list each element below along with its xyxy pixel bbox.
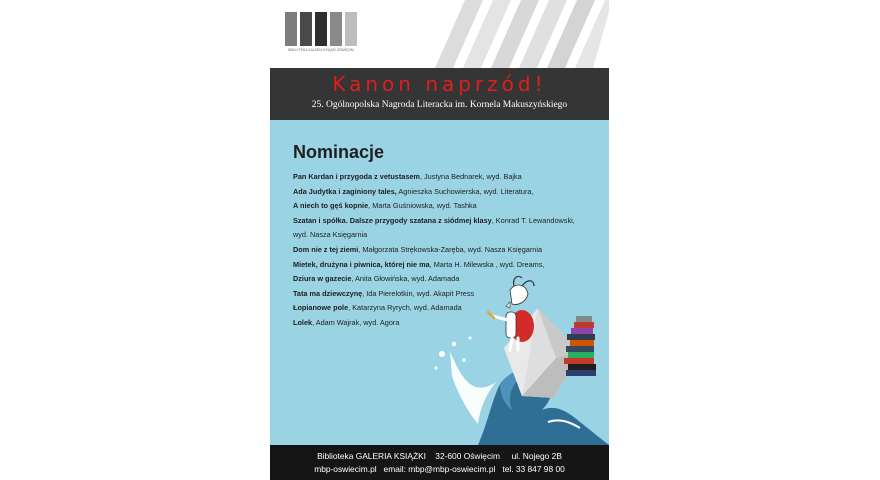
book-details: Agnieszka Suchowierska, wyd. Literatura, [396,186,534,196]
nominations-section [270,120,609,445]
list-item [293,243,603,258]
list-item [293,228,603,243]
footer-contacts: mbp-oswiecim.pl email: mbp@mbp-oswiecim.pl tel. 33 847 98 00 [314,464,565,474]
book-details: , Adam Wajrak, wyd. Agora [312,317,400,327]
logo-bar [330,12,342,46]
logo-bar [315,12,327,46]
footer-address: Biblioteka GALERIA KSIĄŻKI 32-600 Oświęcim ul. Nojego 2B [317,451,562,461]
book-details: , Ida Pierelotkin, wyd. Akapit Press [362,288,475,298]
decorative-stripes [425,0,609,68]
logo-caption: BIBLIOTEKA GALERIA KSIĄŻKI OŚWIĘCIM [288,48,354,52]
book-title: Łopianowe pole [293,303,349,313]
book-details: , Justyna Bednarek, wyd. Bajka [419,172,522,181]
library-logo [285,12,357,56]
title-band [270,68,609,120]
list-item [293,185,603,200]
list-item [293,258,603,273]
poster [270,0,609,480]
goat-icon [488,276,534,350]
nominations-heading: Nominacje [293,142,385,162]
book-title: Mietek, drużyna i piwnica, której nie ma [293,259,430,269]
book-details: , Małgorzata Strękowska-Zaręba, wyd. Nasza Księgarnia [358,244,542,254]
book-title: Lolek [293,317,313,327]
book-details: , Konrad T. Lewandowski, [491,215,575,225]
book-details: , Marta Guśniowska, wyd. Tashka [368,201,477,211]
book-title: Ada Judytka i zaginiony tales, [293,186,397,196]
list-item [293,199,603,214]
books-stack-icon [564,316,596,376]
list-item [293,214,603,229]
book-title: A niech to gęś kopnie [293,201,369,211]
book-title: Pan Kardan i przygoda z vetustasem [293,172,420,181]
book-details: , Marta H. Milewska , wyd. Dreams, [429,259,545,269]
page-subtitle: 25. Ogólnopolska Nagroda Literacka im. Kornela Makuszyńskiego [311,100,568,110]
logo-bars [285,12,357,46]
book-details: wyd. Nasza Księgarnia [293,230,368,240]
poster-top [270,0,609,68]
footer-contact [270,445,609,480]
book-title: Dziura w gazecie [293,274,352,284]
book-title: Szatan i spółka. Dalsze przygody szatana z siódmej klasy [293,215,492,225]
logo-bar [300,12,312,46]
list-item [293,170,603,185]
logo-bar [345,12,357,46]
goat-on-paper-boat-illustration [430,272,609,445]
book-details: , Katarzyna Ryrych, wyd. Adamada [348,303,462,313]
book-title: Tata ma dziewczynę [293,288,363,298]
book-title: Dom nie z tej ziemi [293,244,359,254]
logo-bar [285,12,297,46]
book-details: , Anita Głowińska, wyd. Adamada [351,274,460,284]
page-title: Kanon naprzód! [332,72,547,96]
